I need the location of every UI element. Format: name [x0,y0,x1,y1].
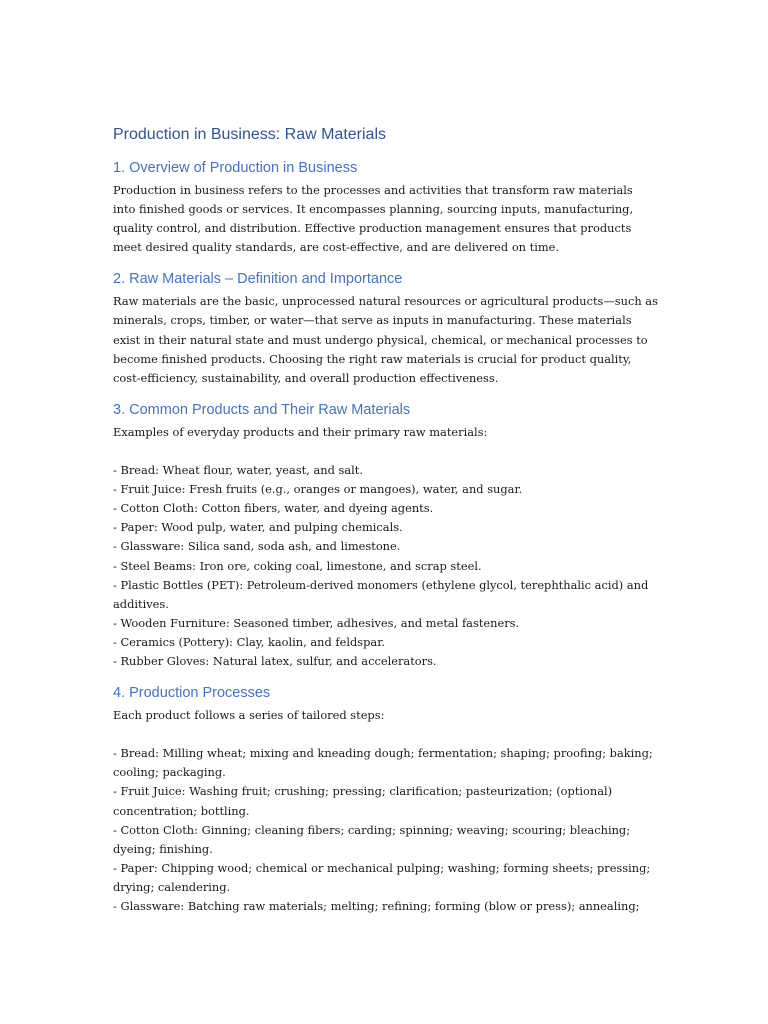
section-overview [113,158,658,257]
section-raw-materials [113,269,658,387]
list-item: - Paper: Chipping wood; chemical or mechanical pulping; washing; forming sheets; pressing; drying; calendering. [113,860,651,894]
section-heading: 2. Raw Materials – Definition and Importance [113,271,403,288]
list-item: - Fruit Juice: Washing fruit; crushing; pressing; clarification; pasteurization; (optional) concentration; bottling. [113,784,613,818]
section-intro: Examples of everyday products and their primary raw materials: [113,424,488,439]
list-item: - Cotton Cloth: Ginning; cleaning fibers; carding; spinning; weaving; scouring; bleaching; dyeing; finishing. [113,822,631,856]
list-item: - Steel Beams: Iron ore, coking coal, limestone, and scrap steel. [113,558,482,573]
section-heading: 1. Overview of Production in Business [113,160,358,176]
list-item: - Wooden Furniture: Seasoned timber, adhesives, and metal fasteners. [113,615,520,630]
list-item: - Cotton Cloth: Cotton fibers, water, and dyeing agents. [113,501,434,516]
section-heading: 3. Common Products and Their Raw Materials [113,401,411,418]
section-heading: 4. Production Processes [113,685,271,702]
list-item: - Ceramics (Pottery): Clay, kaolin, and feldspar. [113,634,386,649]
list-item: - Bread: Wheat flour, water, yeast, and salt. [113,463,364,478]
section-intro: Each product follows a series of tailored steps: [113,708,385,723]
list-item: - Glassware: Batching raw materials; melting; refining; forming (blow or press); annealing; [113,899,640,913]
document-title: Production in Business: Raw Materials [113,126,387,143]
blank-line [113,725,658,744]
document-page [113,124,658,928]
section-production-processes [113,683,658,916]
section-common-products [113,400,658,671]
list-item: - Paper: Wood pulp, water, and pulping chemicals. [113,520,403,535]
list-item: - Fruit Juice: Fresh fruits (e.g., oranges or mangoes), water, and sugar. [113,482,523,497]
list-item: - Plastic Bottles (PET): Petroleum-derived monomers (ethylene glycol, terephthalic acid) and additives. [113,577,649,611]
section-paragraph: Raw materials are the basic, unprocessed natural resources or agricultural products—such as minerals, crops, timber, or water—that serve as inputs in manufacturing. These materials exist in their natural state and must undergo physical, chemical, or mechanical processes to become finished products. Choosing the right raw materials is crucial for product quality, cost-efficiency, sustainability, and overall production effectiveness. [113,294,658,385]
section-paragraph: Production in business refers to the processes and activities that transform raw materials into finished goods or services. It encompasses planning, sourcing inputs, manufacturing, quality control, and distribution. Effective production management ensures that products meet desired quality standards, are cost-effective, and are delivered on time. [113,183,634,255]
list-item: - Bread: Milling wheat; mixing and kneading dough; fermentation; shaping; proofing; baking; cooling; packaging. [113,746,653,780]
list-item: - Rubber Gloves: Natural latex, sulfur, and accelerators. [113,653,437,668]
list-item: - Glassware: Silica sand, soda ash, and limestone. [113,539,401,554]
blank-line [113,442,658,461]
